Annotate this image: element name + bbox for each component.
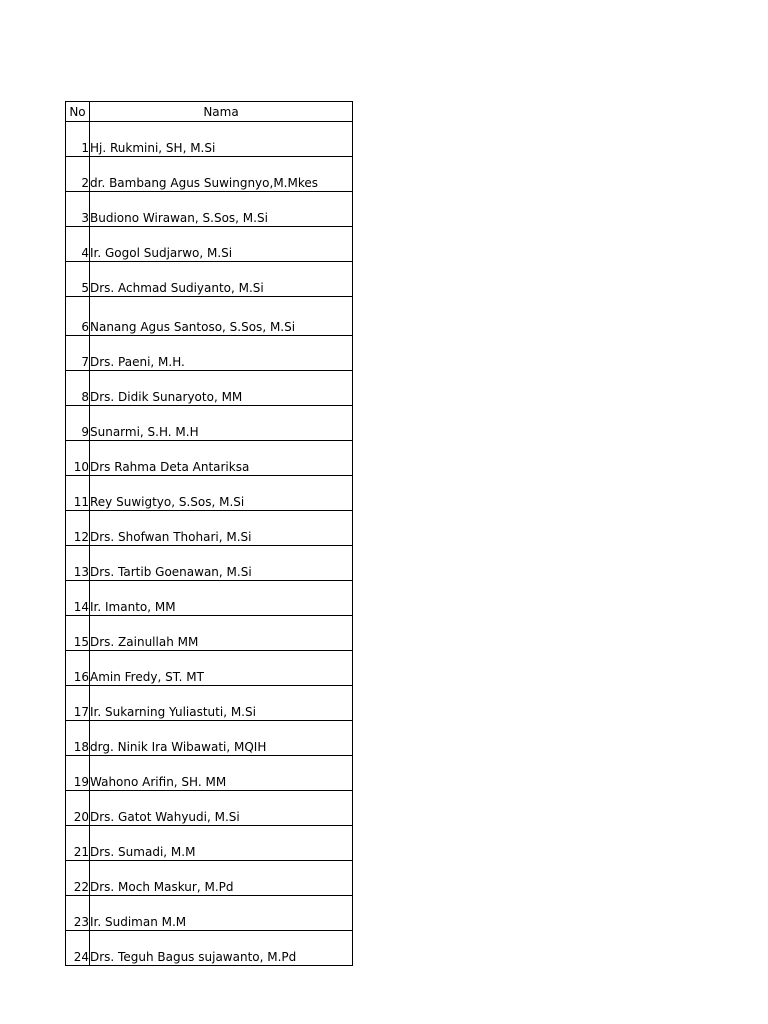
row-name: Drs. Tartib Goenawan, M.Si [90,546,353,581]
table-row [66,546,353,581]
table-row [66,826,353,861]
row-number: 21 [66,826,90,861]
row-number: 9 [66,406,90,441]
row-name: Ir. Sudiman M.M [90,896,353,931]
row-number: 23 [66,896,90,931]
table-row [66,861,353,896]
row-name: Budiono Wirawan, S.Sos, M.Si [90,192,353,227]
table-row [66,371,353,406]
table-row [66,336,353,371]
row-number: 6 [66,297,90,336]
row-number: 12 [66,511,90,546]
row-number: 8 [66,371,90,406]
row-number: 16 [66,651,90,686]
table-row [66,227,353,262]
table-row [66,791,353,826]
row-number: 17 [66,686,90,721]
table-row [66,721,353,756]
table-row [66,441,353,476]
row-name: Wahono Arifin, SH. MM [90,756,353,791]
row-name: Drs. Gatot Wahyudi, M.Si [90,791,353,826]
row-number: 4 [66,227,90,262]
table-row [66,581,353,616]
row-name: Drs Rahma Deta Antariksa [90,441,353,476]
table-row [66,406,353,441]
table-row [66,157,353,192]
row-name: Amin Fredy, ST. MT [90,651,353,686]
table-row [66,262,353,297]
row-name: dr. Bambang Agus Suwingnyo,M.Mkes [90,157,353,192]
table-row [66,297,353,336]
row-number: 7 [66,336,90,371]
row-name: Drs. Moch Maskur, M.Pd [90,861,353,896]
row-number: 11 [66,476,90,511]
row-number: 20 [66,791,90,826]
table-row [66,896,353,931]
row-name: Ir. Sukarning Yuliastuti, M.Si [90,686,353,721]
row-number: 14 [66,581,90,616]
table-row [66,756,353,791]
row-name: Drs. Shofwan Thohari, M.Si [90,511,353,546]
row-name: Rey Suwigtyo, S.Sos, M.Si [90,476,353,511]
row-name: Drs. Achmad Sudiyanto, M.Si [90,262,353,297]
row-name: Ir. Imanto, MM [90,581,353,616]
table-row [66,931,353,966]
table-row [66,476,353,511]
table-row [66,686,353,721]
table-row [66,616,353,651]
row-name: Ir. Gogol Sudjarwo, M.Si [90,227,353,262]
row-name: Nanang Agus Santoso, S.Sos, M.Si [90,297,353,336]
row-number: 10 [66,441,90,476]
header-no: No [66,102,90,122]
row-number: 1 [66,122,90,157]
row-number: 13 [66,546,90,581]
row-name: Drs. Paeni, M.H. [90,336,353,371]
names-table [65,101,353,966]
row-name: Drs. Didik Sunaryoto, MM [90,371,353,406]
row-name: Sunarmi, S.H. M.H [90,406,353,441]
row-number: 15 [66,616,90,651]
row-name: Hj. Rukmini, SH, M.Si [90,122,353,157]
table-row [66,192,353,227]
row-number: 22 [66,861,90,896]
row-name: drg. Ninik Ira Wibawati, MQIH [90,721,353,756]
row-number: 19 [66,756,90,791]
table-row [66,511,353,546]
header-name: Nama [90,102,353,122]
row-name: Drs. Zainullah MM [90,616,353,651]
table-row [66,651,353,686]
row-number: 18 [66,721,90,756]
row-name: Drs. Sumadi, M.M [90,826,353,861]
table-body [66,122,353,966]
row-number: 5 [66,262,90,297]
row-name: Drs. Teguh Bagus sujawanto, M.Pd [90,931,353,966]
row-number: 2 [66,157,90,192]
row-number: 24 [66,931,90,966]
table-header-row [66,102,353,122]
table-row [66,122,353,157]
row-number: 3 [66,192,90,227]
